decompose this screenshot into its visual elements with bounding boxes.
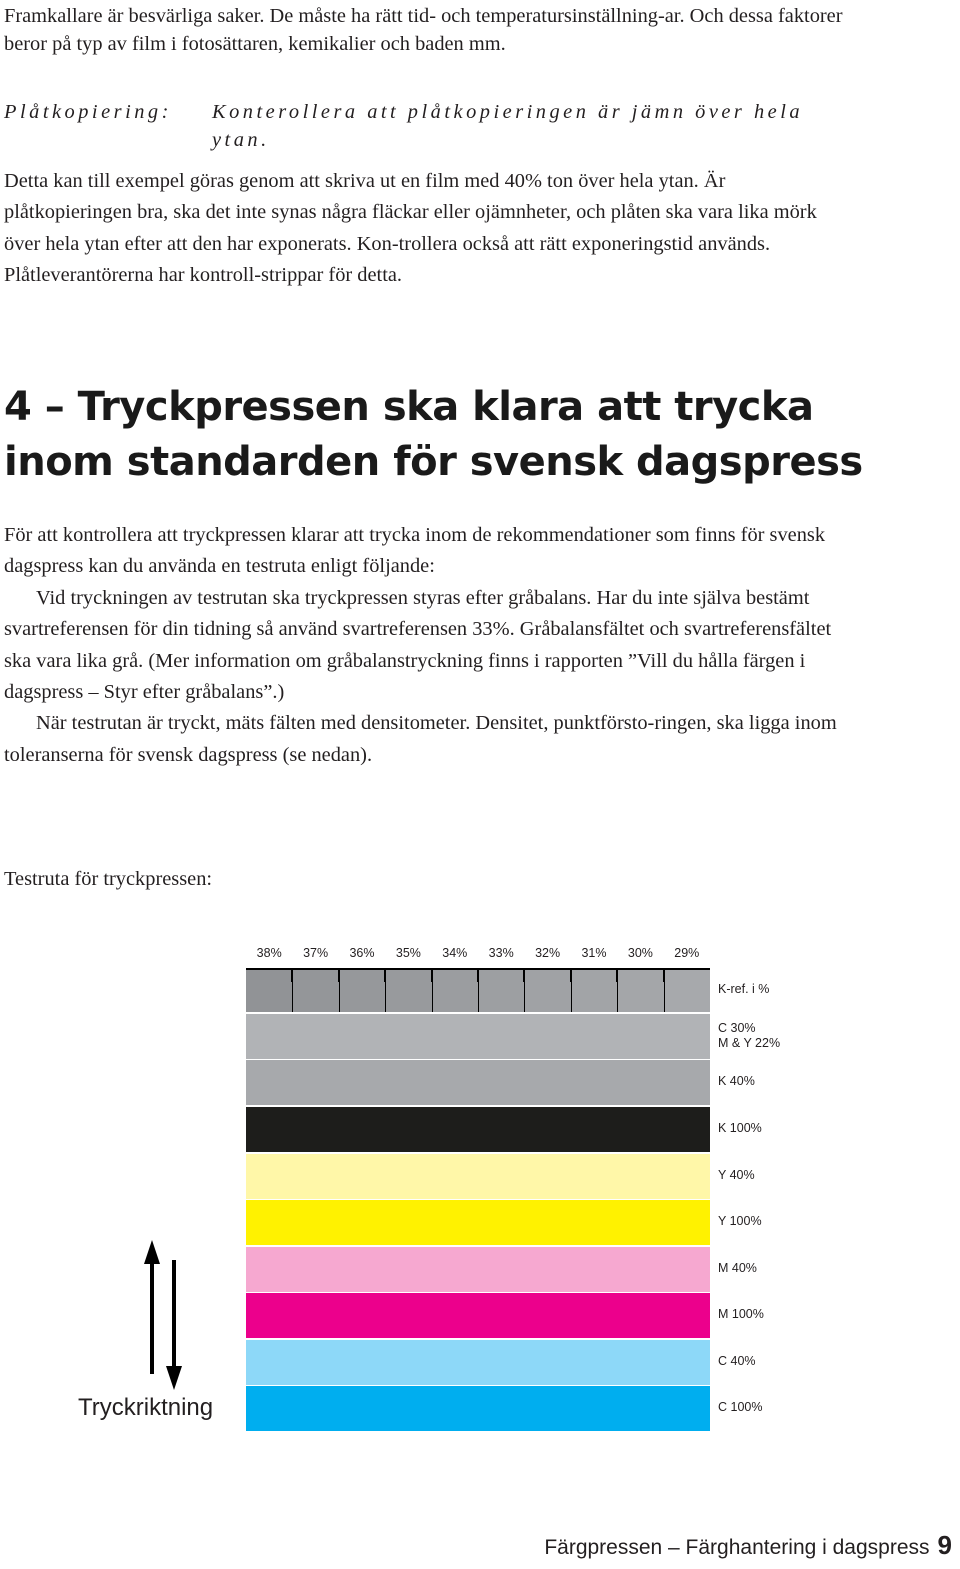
k-ref-tick [663,968,665,982]
k-ref-tick [523,968,525,982]
stripe-label-line1: K 100% [718,1121,762,1135]
arrow-up-icon [144,1240,160,1374]
plate-check-label: Plåtkopiering: [4,101,172,123]
stripe-label [718,1400,762,1415]
plate-check-note [4,98,812,154]
k-ref-cell [339,970,385,1012]
stripe-label-line1: K 40% [718,1074,755,1088]
color-stripe [246,1340,710,1385]
k-ref-tick [291,968,293,982]
k-ref-cell [524,970,570,1012]
k-ref-tick [431,968,433,982]
color-stripe [246,1060,710,1105]
stripe-label-line1: C 40% [718,1354,756,1368]
stripe-label-line2: M & Y 22% [718,1036,781,1050]
k-ref-percent-label: 30% [627,946,653,960]
test-chart-caption: Testruta för tryckpressen: [4,868,213,890]
color-stripe [246,1154,710,1199]
stripe-label-line1: C 30% [718,1021,756,1035]
k-ref-cell [246,970,292,1012]
press-intro-paragraph: För att kontrollera att tryckpressen klarar att trycka inom de rekommendationer som finns för svensk dagspress kan du använda en testruta enligt följande: [4,524,826,578]
k-ref-percent-label: 36% [349,946,375,960]
plate-check-text: Konterollera att plåtkopieringen är jämn över hela ytan. [212,101,804,151]
k-ref-tick [570,968,572,982]
k-ref-cell [478,970,524,1012]
stripe-label-line1: M 100% [718,1307,764,1321]
k-ref-cell [385,970,431,1012]
stripe-label-line1: Y 40% [718,1168,755,1182]
page-footer [544,1530,952,1561]
section-heading-line1: 4 – Tryckpressen ska klara att trycka [4,384,814,430]
stripe-label [718,1021,780,1051]
stripe-label-line1: K-ref. i % [718,982,770,996]
k-ref-cell [664,970,710,1012]
k-ref-cell [617,970,663,1012]
page-number: 9 [937,1530,952,1560]
densitometer-paragraph: När testrutan är tryckt, mäts fälten med densitometer. Densitet, punktförsto-ringen, ska ligga inom toleranserna för svensk dagspress (se nedan). [4,712,837,766]
color-stripe [246,1293,710,1338]
stripe-label [718,982,769,997]
section-heading [4,380,954,490]
k-ref-percent-label: 33% [488,946,514,960]
stripe-label [718,1168,755,1183]
k-ref-percent-label: 29% [674,946,700,960]
stripe-label [718,1307,764,1322]
stripe-label [718,1121,762,1136]
color-stripe [246,1247,710,1292]
color-stripe [246,1200,710,1245]
k-ref-cell [292,970,338,1012]
graybalance-paragraph: Vid tryckningen av testrutan ska tryckpressen styras efter gråbalans. Har du inte själva bestämt svartreferensen för din tidning så använd svartreferensen 33%. Gråbalansfältet och svartreferensfältet ska vara lika grå. (Mer information om gråbalanstryckning finns i rapporten ”Vill du hålla färgen i dagspress – Styr efter gråbalans”.) [4,586,832,704]
k-ref-tick [338,968,340,982]
stripe-label [718,1354,756,1369]
stripe-label [718,1214,762,1229]
k-ref-tick [384,968,386,982]
footer-title: Färgpressen – Färghantering i dagspress [544,1536,930,1559]
intro-paragraph: Framkallare är besvärliga saker. De måste ha rätt tid- och temperatursinställning-ar. Och dessa faktorer beror på typ av film i fotosättaren, kemikalier och baden mm. [4,5,843,55]
print-direction-arrows [134,1240,194,1390]
plate-paragraph: Detta kan till exempel göras genom att skriva ut en film med 40% ton över hela ytan. Är plåtkopieringen bra, ska det inte synas några fläckar eller ojämnheter, och plåten ska vara lika mörk över hela ytan efter att den har exponerats. Kon-trollera också att rätt exponeringstid används. Plåtleverantörerna har kontroll-strippar för detta. [4,170,817,287]
k-ref-tick [616,968,618,982]
k-ref-cell [432,970,478,1012]
k-ref-percent-label: 31% [581,946,607,960]
k-ref-percent-label: 34% [442,946,468,960]
press-paragraphs [4,520,856,771]
k-ref-cell [571,970,617,1012]
color-stripe [246,1107,710,1152]
color-stripe [246,1386,710,1431]
stripe-label [718,1074,755,1089]
stripe-label [718,1261,757,1276]
print-direction-label: Tryckriktning [78,1394,214,1421]
k-ref-percent-label: 37% [303,946,329,960]
k-ref-tick [477,968,479,982]
stripe-label-line1: C 100% [718,1400,763,1414]
section-heading-line2: inom standarden för svensk dagspress [4,439,863,485]
k-ref-percent-label: 38% [256,946,282,960]
arrow-down-icon [166,1260,182,1390]
k-ref-percent-label: 32% [535,946,561,960]
color-stripe [246,1014,710,1059]
stripe-label-line1: M 40% [718,1261,757,1275]
k-ref-percent-label: 35% [395,946,421,960]
stripe-label-line1: Y 100% [718,1214,762,1228]
